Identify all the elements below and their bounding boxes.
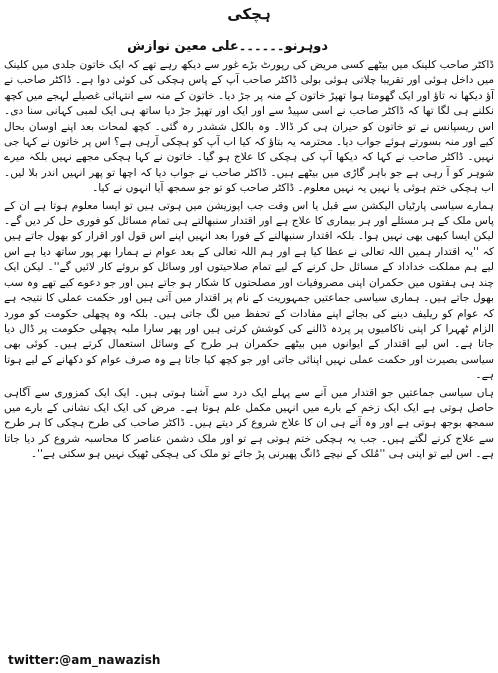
twitter-handle: twitter:@am_nawazish [8, 653, 161, 667]
byline: دوہرنو۔۔۔۔۔۔علی معین نوازش [127, 39, 328, 54]
column-title: ہچکی [227, 5, 271, 23]
paragraph-3: ہاں سیاسی جماعتیں جو اقتدار میں آنے سے پہلے ایک درد سے آشنا ہوتی ہیں۔ ایک ایک کمزوری سے آگاہی حاصل ہوتی ہے ایک ایک زخم کے بارے میں انہیں مکمل علم ہوتا ہے۔ مرض کی ایک ایک نشانی کے بارے میں سمجھ بوجھ ہوتی ہے اور وہ آتے ہی ان کا علاج شروع کر دیتے ہیں۔ ڈاکٹر صاحب کی طرح ہچکی کا ہر طرح سے علاج کرنے لگتے ہیں۔ جب یہ ہچکی ختم ہوتی ہے تو اور ملک دشمن عناصر کا محاسبہ شروع کر دیا جاتا ہے۔ اس لیے تو اپنی ہی ''مُلک کے نیچے ڈانگ پھیرنی پڑ جائے تو ملک کی ہچکی ٹھیک نہیں ہو سکتی ہے''۔ [4, 386, 494, 461]
paragraph-1: ڈاکٹر صاحب کلینک میں بیٹھے کسی مریض کی رپورٹ بڑے غور سے دیکھ رہے تھے کہ ایک خاتون جلدی میں کلینک میں داخل ہوئی اور تقریبا چلاتی ہوئی بولی ڈاکٹر صاحب آپ کے پاس ہچکی کی کوئی دوا ہے۔ ڈاکٹر صاحب نے آؤ دیکھا نہ تاؤ اور ایک گھومتا ہوا تھپڑ خاتون کے منہ پر جڑ دیا۔ خاتون کے منہ سے انتہائی غصیلے لہجے میں کچھ نکلنے ہی لگا تھا کہ ڈاکٹر صاحب نے اسی سپیڈ سے اور ایک اور تھپڑ جڑ دیا ساتھ ہی ایک لمبی کہانی سنا دی۔ اس ریسپانس نے تو خاتون کو حیران ہی کر ڈالا۔ وہ بالکل ششدر رہ گئی۔ کچھ لمحات بعد اپنے اوسان بحال کیے اور منہ بسورتے ہوئے جواب دیا۔ محترمہ یہ بتاؤ کہ کیا اب آپ کو ہچکی آرہی ہے؟ اس پر خاتون نے کہا جی نہیں۔ ڈاکٹر صاحب نے کہا کہ دیکھا آپ کی ہچکی کا علاج ہو گیا۔ خاتون نے کہا ہچکی مجھے نہیں بلکہ میرے شوہر کو آ رہی ہے جو باہر گاڑی میں بیٹھے ہیں۔ ڈاکٹر صاحب نے جواب دیا کہ اچھا تو پھر انہیں اندر بلا لیں۔ اب ہچکی ختم ہوئی یا نہیں یہ نہیں معلوم۔ ڈاکٹر صاحب کو تو جو سمجھ آیا انہوں نے کیا۔ [4, 59, 494, 195]
paragraph-2: ہمارے سیاسی پارٹیاں الیکشن سے قبل یا اس وقت جب اپوزیشن میں ہوتی ہیں تو ایسا معلوم ہوتا ہے ان کے پاس ملک کے ہر مسئلے اور ہر بیماری کا علاج ہے اور اقتدار سنبھالتے ہی تمام مسائل کو فوری حل کر دیں گے۔ لیکن ایسا کبھی بھی نہیں ہوا۔ بلکہ اقتدار سنبھالنے کے فورا بعد انہیں اپنے اس قول اور اقرار کو بھول جاتے ہیں کہ ''یہ اقتدار ہمیں اللہ تعالی نے عطا کیا ہے اور ہم اللہ تعالی کے بعد عوام نے ہمارا بھر پور ساتھ دیا ہے اس لیے ہم مملکت خداداد کے مسائل حل کرنے کے لیے تمام صلاحیتوں اور وسائل کو بروئے کار لائیں گے''۔ لیکن ایک چند ہی ہفتوں میں حکمران اپنی مصروفیات اور مصلحتوں کا شکار ہو جاتے ہیں اور جو دعوے کیے تھے وہ سب بھول جاتے ہیں۔ ہماری سیاسی جماعتیں جمہوریت کے نام پر اقتدار میں آتی ہیں اور حکمت عملی کا نتیجہ ہے کہ عوام کو ریلیف دینے کی بجائے اپنے مفادات کے تحفظ میں لگ جاتی ہیں۔ بلکہ وہ پچھلی حکومت کو مورد الزام ٹھہرا کر اپنی ناکامیوں پر پردہ ڈالنے کی کوشش کرتی ہیں اور پھر سارا ملبہ پچھلی حکومت پر ڈال دیا جاتا ہے۔ اس لیے اقتدار کے ایوانوں میں بیٹھے حکمران ہر طرح کے وسائل استعمال کرتے ہیں۔ کوئی بھی سیاسی بصیرت اور حکمت عملی نہیں اپنائی جاتی اور جو کچھ کیا جاتا ہے وہ صرف عوام کو دکھانے کے لیے ہوتا ہے۔ [4, 199, 494, 382]
column-body [4, 58, 494, 465]
